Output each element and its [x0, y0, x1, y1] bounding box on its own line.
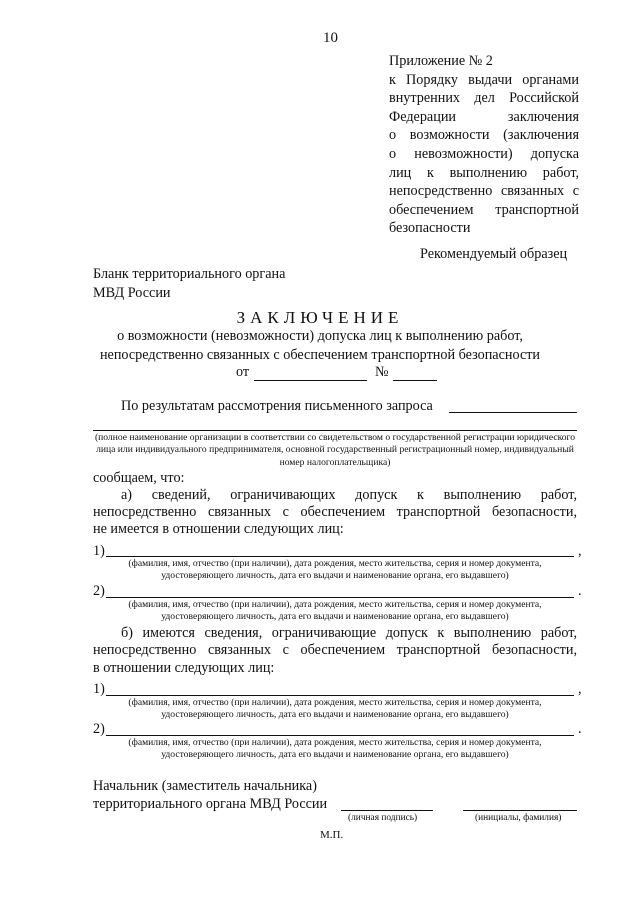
organization-hint: (полное наименование организации в соответствии со свидетельством о государственной регистрации юридического лица или индивидуального предпринимателя, основной государственный регистрационный номер, индивидуальный номер налогоплательщика) [94, 432, 576, 468]
section-b-line: непосредственно связанных с обеспечением транспортной безопасности, [93, 642, 577, 658]
person-number: 2) [93, 721, 105, 737]
subtitle-line: о возможности (невозможности) допуска лиц к выполнению работ, [117, 328, 523, 344]
name-field[interactable] [463, 810, 577, 811]
person-punct: , [578, 681, 582, 697]
appendix-line: Федерации заключения [389, 108, 579, 125]
signature-title-line: Начальник (заместитель начальника) [93, 778, 317, 794]
person-hint-line: удостоверяющего личность, дата его выдачи и наименование органа, его выдавшего) [161, 611, 509, 623]
signature-title-line: территориального органа МВД России [93, 796, 328, 812]
person-hint [93, 599, 577, 624]
date-label: от [236, 364, 250, 380]
letterhead-line: Бланк территориального органа [93, 266, 286, 282]
person-punct: . [578, 721, 582, 737]
inform-text: сообщаем, что: [93, 470, 185, 486]
appendix-line: лиц к выполнению работ, [389, 164, 579, 181]
person-hint-line: удостоверяющего личность, дата его выдачи и наименование органа, его выдавшего) [161, 709, 509, 721]
page-number: 10 [323, 30, 338, 46]
document-title: ЗАКЛЮЧЕНИЕ [236, 308, 404, 327]
person-hint [93, 558, 577, 583]
person-hint-line: удостоверяющего личность, дата его выдачи и наименование органа, его выдавшего) [161, 570, 509, 582]
appendix-line: о возможности (заключения [389, 127, 579, 144]
appendix-line: о невозможности) допуска [389, 145, 579, 162]
person-hint-line: (фамилия, имя, отчество (при наличии), дата рождения, место жительства, серия и номер документа, [128, 737, 542, 748]
section-b-line: б) имеются сведения, ограничивающие допуск к выполнению работ, [121, 625, 577, 641]
document-subtitle [0, 327, 640, 364]
date-field[interactable] [254, 380, 367, 381]
person-number: 1) [93, 681, 105, 697]
appendix-line: обеспечением транспортной [389, 201, 579, 218]
recommended-sample: Рекомендуемый образец [420, 246, 568, 262]
person-hint-line: (фамилия, имя, отчество (при наличии), дата рождения, место жительства, серия и номер документа, [128, 558, 542, 569]
appendix-line: непосредственно связанных с [389, 183, 579, 200]
person-hint [93, 737, 577, 762]
section-a-line: непосредственно связанных с обеспечением транспортной безопасности, [93, 504, 577, 520]
stamp-place: М.П. [320, 829, 344, 841]
letterhead [93, 265, 285, 302]
person-field[interactable] [106, 695, 574, 696]
appendix-block [389, 52, 579, 238]
letterhead-line: МВД России [93, 284, 171, 301]
number-field[interactable] [393, 380, 437, 381]
person-hint-line: удостоверяющего личность, дата его выдачи и наименование органа, его выдавшего) [161, 749, 509, 761]
person-hint [93, 697, 577, 722]
appendix-line: Приложение № 2 [389, 53, 493, 69]
subtitle-line: непосредственно связанных с обеспечением транспортной безопасности [99, 346, 541, 363]
person-number: 2) [93, 583, 105, 599]
person-field[interactable] [106, 597, 574, 598]
section-a-line: а) сведений, ограничивающих допуск к выполнению работ, [121, 487, 577, 503]
person-field[interactable] [106, 556, 574, 557]
appendix-line: к Порядку выдачи органами [389, 71, 579, 88]
person-number: 1) [93, 543, 105, 559]
name-hint: (инициалы, фамилия) [475, 813, 562, 823]
person-hint-line: (фамилия, имя, отчество (при наличии), дата рождения, место жительства, серия и номер документа, [128, 697, 542, 708]
request-text: По результатам рассмотрения письменного запроса [121, 398, 433, 414]
appendix-line: безопасности [389, 220, 471, 237]
organization-field-line[interactable] [93, 430, 577, 431]
signature-hint: (личная подпись) [348, 813, 418, 823]
organization-field[interactable] [449, 412, 577, 413]
person-field[interactable] [106, 735, 574, 736]
person-hint-line: (фамилия, имя, отчество (при наличии), дата рождения, место жительства, серия и номер документа, [128, 599, 542, 610]
number-label: № [375, 364, 389, 380]
section-b-line: в отношении следующих лиц: [93, 660, 275, 676]
person-punct: , [578, 543, 582, 559]
person-punct: . [578, 583, 582, 599]
signature-field[interactable] [341, 810, 433, 811]
section-a-line: не имеется в отношении следующих лиц: [93, 521, 344, 537]
appendix-line: внутренних дел Российской [389, 90, 579, 107]
